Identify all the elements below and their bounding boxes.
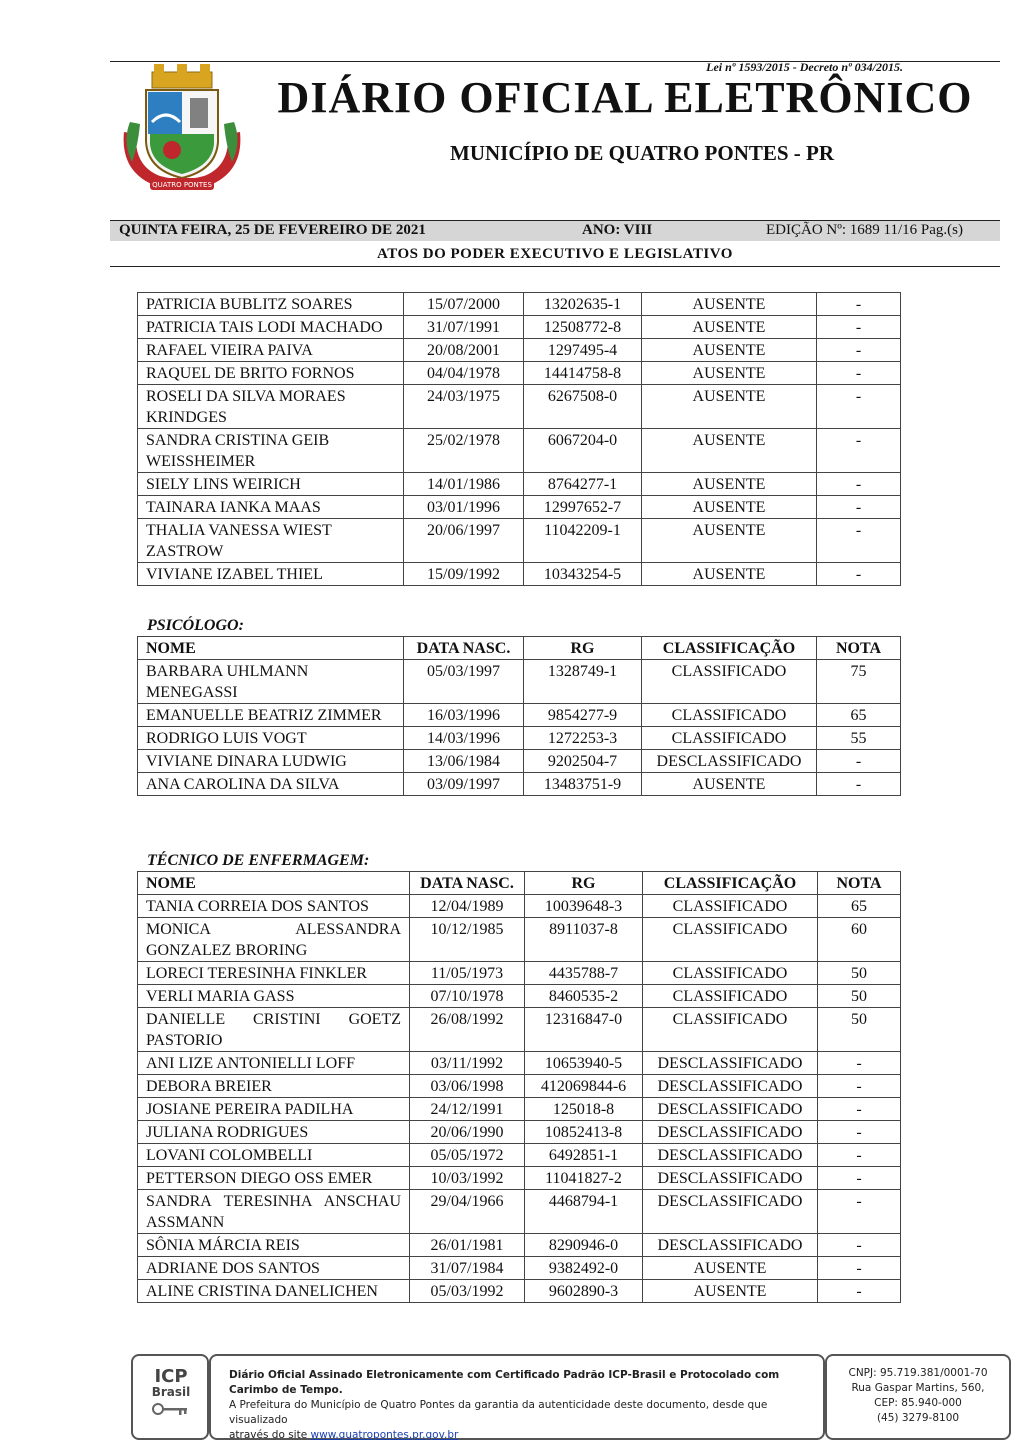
cell-classification: CLASSIFICADO xyxy=(643,895,818,918)
cell-classification: AUSENTE xyxy=(642,362,817,385)
table-row xyxy=(138,1280,901,1303)
phone: (45) 3279-8100 xyxy=(876,1412,960,1424)
cell-birth-date: 05/05/1972 xyxy=(410,1144,525,1167)
table-row xyxy=(138,1121,901,1144)
table-row xyxy=(138,1075,901,1098)
cell-name: ALINE CRISTINA DANELICHEN xyxy=(138,1280,410,1303)
cell-classification: CLASSIFICADO xyxy=(643,1008,818,1052)
cell-classification: AUSENTE xyxy=(642,773,817,796)
cell-score: 50 xyxy=(818,962,901,985)
cell-rg: 8764277-1 xyxy=(524,473,642,496)
col-classification-header: CLASSIFICAÇÃO xyxy=(643,872,818,895)
cell-classification: DESCLASSIFICADO xyxy=(643,1052,818,1075)
table-row xyxy=(138,1008,901,1052)
authenticity-notice: A Prefeitura do Município de Quatro Pontes da garantia da autenticidade deste documento, desde que visualizado xyxy=(229,1399,768,1426)
table-row xyxy=(138,362,901,385)
cell-rg: 11041827-2 xyxy=(525,1167,643,1190)
cell-birth-date: 03/11/1992 xyxy=(410,1052,525,1075)
cell-rg: 9854277-9 xyxy=(524,704,642,727)
table-body xyxy=(138,895,901,1303)
cell-name: SÔNIA MÁRCIA REIS xyxy=(138,1234,410,1257)
cell-score: - xyxy=(817,496,901,519)
cell-birth-date: 12/04/1989 xyxy=(410,895,525,918)
cell-score: - xyxy=(818,1257,901,1280)
edition-number: EDIÇÃO Nº: 1689 11/16 Pag.(s) xyxy=(766,222,963,238)
contact-box xyxy=(825,1354,1011,1440)
table-row xyxy=(138,293,901,316)
cell-rg: 6067204-0 xyxy=(524,429,642,473)
cell-score: - xyxy=(817,563,901,586)
table-row xyxy=(138,429,901,473)
col-rg-header: RG xyxy=(524,637,642,660)
table-row xyxy=(138,660,901,704)
cell-name: ANA CAROLINA DA SILVA xyxy=(138,773,404,796)
table-row xyxy=(138,496,901,519)
cell-score: 60 xyxy=(818,918,901,962)
cell-name: SIELY LINS WEIRICH xyxy=(138,473,404,496)
cell-score: - xyxy=(817,293,901,316)
cell-rg: 10343254-5 xyxy=(524,563,642,586)
table-row xyxy=(138,1144,901,1167)
table-row xyxy=(138,1098,901,1121)
page-title: DIÁRIO OFICIAL ELETRÔNICO xyxy=(277,73,973,122)
col-rg-header: RG xyxy=(525,872,643,895)
table-body xyxy=(138,660,901,796)
cell-classification: DESCLASSIFICADO xyxy=(643,1234,818,1257)
cell-classification: AUSENTE xyxy=(642,293,817,316)
table-row xyxy=(138,1190,901,1234)
cell-score: - xyxy=(818,1167,901,1190)
cell-name: VERLI MARIA GASS xyxy=(138,985,410,1008)
table-row xyxy=(138,1052,901,1075)
cell-rg: 13202635-1 xyxy=(524,293,642,316)
col-score-header: NOTA xyxy=(818,872,901,895)
cell-birth-date: 20/08/2001 xyxy=(404,339,524,362)
cell-classification: DESCLASSIFICADO xyxy=(643,1190,818,1234)
edition-date: QUINTA FEIRA, 25 DE FEVEREIRO DE 2021 xyxy=(119,222,426,238)
cell-rg: 1328749-1 xyxy=(524,660,642,704)
cep: CEP: 85.940-000 xyxy=(874,1397,962,1409)
cell-name: TAINARA IANKA MAAS xyxy=(138,496,404,519)
cell-score: - xyxy=(817,773,901,796)
cell-classification: AUSENTE xyxy=(642,429,817,473)
section-rule xyxy=(110,266,1000,267)
municipal-crest-icon xyxy=(116,62,248,196)
cell-name: VIVIANE DINARA LUDWIG xyxy=(138,750,404,773)
cell-rg: 4435788-7 xyxy=(525,962,643,985)
nursing-technician-table xyxy=(137,871,901,1303)
cell-score: - xyxy=(818,1234,901,1257)
cell-rg: 6267508-0 xyxy=(524,385,642,429)
cell-name: EMANUELLE BEATRIZ ZIMMER xyxy=(138,704,404,727)
municipality-subtitle: MUNICÍPIO DE QUATRO PONTES - PR xyxy=(450,141,835,165)
cell-classification: AUSENTE xyxy=(642,563,817,586)
cell-name: TANIA CORREIA DOS SANTOS xyxy=(138,895,410,918)
table-row xyxy=(138,985,901,1008)
cell-score: - xyxy=(818,1280,901,1303)
cell-rg: 10653940-5 xyxy=(525,1052,643,1075)
cell-birth-date: 26/08/1992 xyxy=(410,1008,525,1052)
cell-name: PATRICIA BUBLITZ SOARES xyxy=(138,293,404,316)
cell-classification: CLASSIFICADO xyxy=(643,985,818,1008)
cell-classification: AUSENTE xyxy=(642,519,817,563)
cell-score: - xyxy=(817,339,901,362)
cell-classification: AUSENTE xyxy=(642,316,817,339)
cell-birth-date: 15/09/1992 xyxy=(404,563,524,586)
table-row xyxy=(138,473,901,496)
table-row xyxy=(138,1167,901,1190)
signature-notice: Diário Oficial Assinado Eletronicamente com Certificado Padrão ICP-Brasil e Protocolado com Carimbo de Tempo. xyxy=(229,1369,780,1396)
cell-name: RAFAEL VIEIRA PAIVA xyxy=(138,339,404,362)
cell-classification: AUSENTE xyxy=(642,385,817,429)
cell-name: RODRIGO LUIS VOGT xyxy=(138,727,404,750)
cell-name: RAQUEL DE BRITO FORNOS xyxy=(138,362,404,385)
table-header-row xyxy=(138,637,901,660)
table-row xyxy=(138,316,901,339)
table-row xyxy=(138,339,901,362)
cell-score: 55 xyxy=(817,727,901,750)
psychologist-heading: PSICÓLOGO: xyxy=(147,617,244,634)
cell-birth-date: 10/12/1985 xyxy=(410,918,525,962)
cell-classification: AUSENTE xyxy=(642,339,817,362)
cell-name: ROSELI DA SILVA MORAES KRINDGES xyxy=(138,385,404,429)
table-row xyxy=(138,1257,901,1280)
address: Rua Gaspar Martins, 560, xyxy=(851,1382,985,1394)
cell-classification: CLASSIFICADO xyxy=(642,727,817,750)
footer xyxy=(131,1354,1011,1440)
cell-birth-date: 25/02/1978 xyxy=(404,429,524,473)
cell-name: SANDRA CRISTINA GEIB WEISSHEIMER xyxy=(138,429,404,473)
cell-birth-date: 04/04/1978 xyxy=(404,362,524,385)
section-title: ATOS DO PODER EXECUTIVO E LEGISLATIVO xyxy=(377,246,733,262)
table-row xyxy=(138,895,901,918)
cell-birth-date: 14/01/1986 xyxy=(404,473,524,496)
cell-rg: 12508772-8 xyxy=(524,316,642,339)
cell-score: 65 xyxy=(818,895,901,918)
cell-rg: 6492851-1 xyxy=(525,1144,643,1167)
cell-score: 50 xyxy=(818,1008,901,1052)
cell-birth-date: 26/01/1981 xyxy=(410,1234,525,1257)
cell-score: - xyxy=(817,316,901,339)
cell-score: - xyxy=(817,385,901,429)
cell-rg: 1297495-4 xyxy=(524,339,642,362)
cell-rg: 12316847-0 xyxy=(525,1008,643,1052)
cell-name: DEBORA BREIER xyxy=(138,1075,410,1098)
cell-score: 65 xyxy=(817,704,901,727)
cell-name: VIVIANE IZABEL THIEL xyxy=(138,563,404,586)
cell-birth-date: 31/07/1991 xyxy=(404,316,524,339)
cell-birth-date: 11/05/1973 xyxy=(410,962,525,985)
cell-rg: 12997652-7 xyxy=(524,496,642,519)
cell-score: - xyxy=(818,1075,901,1098)
cell-birth-date: 10/03/1992 xyxy=(410,1167,525,1190)
cell-birth-date: 03/06/1998 xyxy=(410,1075,525,1098)
edition-year: ANO: VIII xyxy=(582,222,653,238)
cell-name: PETTERSON DIEGO OSS EMER xyxy=(138,1167,410,1190)
cell-birth-date: 16/03/1996 xyxy=(404,704,524,727)
cell-birth-date: 20/06/1990 xyxy=(410,1121,525,1144)
cell-score: - xyxy=(817,750,901,773)
cell-score: - xyxy=(817,519,901,563)
cell-name: ANI LIZE ANTONIELLI LOFF xyxy=(138,1052,410,1075)
cell-name: ADRIANE DOS SANTOS xyxy=(138,1257,410,1280)
cell-classification: DESCLASSIFICADO xyxy=(643,1098,818,1121)
cell-birth-date: 15/07/2000 xyxy=(404,293,524,316)
cell-rg: 9202504-7 xyxy=(524,750,642,773)
cell-classification: DESCLASSIFICADO xyxy=(643,1121,818,1144)
cell-rg: 8460535-2 xyxy=(525,985,643,1008)
cell-classification: AUSENTE xyxy=(642,496,817,519)
table-row xyxy=(138,385,901,429)
cell-birth-date: 24/03/1975 xyxy=(404,385,524,429)
cell-name: LORECI TERESINHA FINKLER xyxy=(138,962,410,985)
cell-birth-date: 05/03/1992 xyxy=(410,1280,525,1303)
cell-rg: 9382492-0 xyxy=(525,1257,643,1280)
cell-score: 50 xyxy=(818,985,901,1008)
signature-notice-box xyxy=(209,1354,825,1440)
edition-band xyxy=(110,220,1000,241)
cell-birth-date: 14/03/1996 xyxy=(404,727,524,750)
cell-classification: DESCLASSIFICADO xyxy=(643,1144,818,1167)
cell-name: BARBARA UHLMANN MENEGASSI xyxy=(138,660,404,704)
cell-name: DANIELLE CRISTINI GOETZ PASTORIO xyxy=(138,1008,410,1052)
table-row xyxy=(138,962,901,985)
cnpj: CNPJ: 95.719.381/0001-70 xyxy=(848,1367,988,1379)
cell-score: - xyxy=(818,1052,901,1075)
cell-classification: CLASSIFICADO xyxy=(642,660,817,704)
table-row xyxy=(138,519,901,563)
table-row xyxy=(138,727,901,750)
table-row xyxy=(138,704,901,727)
cell-score: - xyxy=(818,1144,901,1167)
cell-rg: 4468794-1 xyxy=(525,1190,643,1234)
cell-score: - xyxy=(817,362,901,385)
cell-rg: 14414758-8 xyxy=(524,362,642,385)
cell-rg: 412069844-6 xyxy=(525,1075,643,1098)
cell-score: - xyxy=(818,1121,901,1144)
col-name-header: NOME xyxy=(138,872,410,895)
cell-name: MONICA ALESSANDRA GONZALEZ BRORING xyxy=(138,918,410,962)
cell-rg: 1272253-3 xyxy=(524,727,642,750)
municipality-site-link[interactable]: www.quatropontes.pr.gov.br xyxy=(310,1429,459,1441)
cell-name: JULIANA RODRIGUES xyxy=(138,1121,410,1144)
col-birth-header: DATA NASC. xyxy=(410,872,525,895)
cell-score: - xyxy=(818,1190,901,1234)
col-birth-header: DATA NASC. xyxy=(404,637,524,660)
cell-name: LOVANI COLOMBELLI xyxy=(138,1144,410,1167)
psychologist-table xyxy=(137,636,901,796)
cell-classification: DESCLASSIFICADO xyxy=(642,750,817,773)
results-table-continued xyxy=(137,292,901,586)
table-body xyxy=(138,293,901,586)
cell-birth-date: 24/12/1991 xyxy=(410,1098,525,1121)
col-name-header: NOME xyxy=(138,637,404,660)
cell-score: - xyxy=(818,1098,901,1121)
icp-brasil-icon: ICP Brasil xyxy=(143,1368,199,1420)
cell-rg: 10039648-3 xyxy=(525,895,643,918)
cell-score: 75 xyxy=(817,660,901,704)
icp-brasil-logo xyxy=(131,1354,209,1440)
crest-ribbon-text: QUATRO PONTES xyxy=(152,181,212,189)
site-prefix: através do site xyxy=(229,1429,311,1441)
cell-classification: DESCLASSIFICADO xyxy=(643,1167,818,1190)
table-row xyxy=(138,750,901,773)
table-row xyxy=(138,1234,901,1257)
col-score-header: NOTA xyxy=(817,637,901,660)
col-classification-header: CLASSIFICAÇÃO xyxy=(642,637,817,660)
nursing-technician-heading: TÉCNICO DE ENFERMAGEM: xyxy=(147,852,370,869)
table-row xyxy=(138,563,901,586)
cell-rg: 8911037-8 xyxy=(525,918,643,962)
cell-classification: CLASSIFICADO xyxy=(643,918,818,962)
cell-birth-date: 05/03/1997 xyxy=(404,660,524,704)
cell-birth-date: 29/04/1966 xyxy=(410,1190,525,1234)
cell-birth-date: 03/09/1997 xyxy=(404,773,524,796)
table-row xyxy=(138,918,901,962)
cell-rg: 11042209-1 xyxy=(524,519,642,563)
cell-rg: 13483751-9 xyxy=(524,773,642,796)
cell-name: PATRICIA TAIS LODI MACHADO xyxy=(138,316,404,339)
cell-classification: DESCLASSIFICADO xyxy=(643,1075,818,1098)
cell-classification: AUSENTE xyxy=(643,1280,818,1303)
cell-score: - xyxy=(817,473,901,496)
cell-rg: 8290946-0 xyxy=(525,1234,643,1257)
law-reference: Lei nº 1593/2015 - Decreto nº 034/2015. xyxy=(706,60,903,74)
cell-classification: CLASSIFICADO xyxy=(642,704,817,727)
cell-score: - xyxy=(817,429,901,473)
table-header-row xyxy=(138,872,901,895)
cell-birth-date: 07/10/1978 xyxy=(410,985,525,1008)
cell-birth-date: 31/07/1984 xyxy=(410,1257,525,1280)
table-row xyxy=(138,773,901,796)
cell-rg: 125018-8 xyxy=(525,1098,643,1121)
cell-name: SANDRA TERESINHA ANSCHAU ASSMANN xyxy=(138,1190,410,1234)
cell-classification: AUSENTE xyxy=(642,473,817,496)
cell-name: JOSIANE PEREIRA PADILHA xyxy=(138,1098,410,1121)
cell-classification: AUSENTE xyxy=(643,1257,818,1280)
cell-rg: 10852413-8 xyxy=(525,1121,643,1144)
cell-classification: CLASSIFICADO xyxy=(643,962,818,985)
cell-rg: 9602890-3 xyxy=(525,1280,643,1303)
cell-name: THALIA VANESSA WIEST ZASTROW xyxy=(138,519,404,563)
cell-birth-date: 20/06/1997 xyxy=(404,519,524,563)
cell-birth-date: 03/01/1996 xyxy=(404,496,524,519)
cell-birth-date: 13/06/1984 xyxy=(404,750,524,773)
